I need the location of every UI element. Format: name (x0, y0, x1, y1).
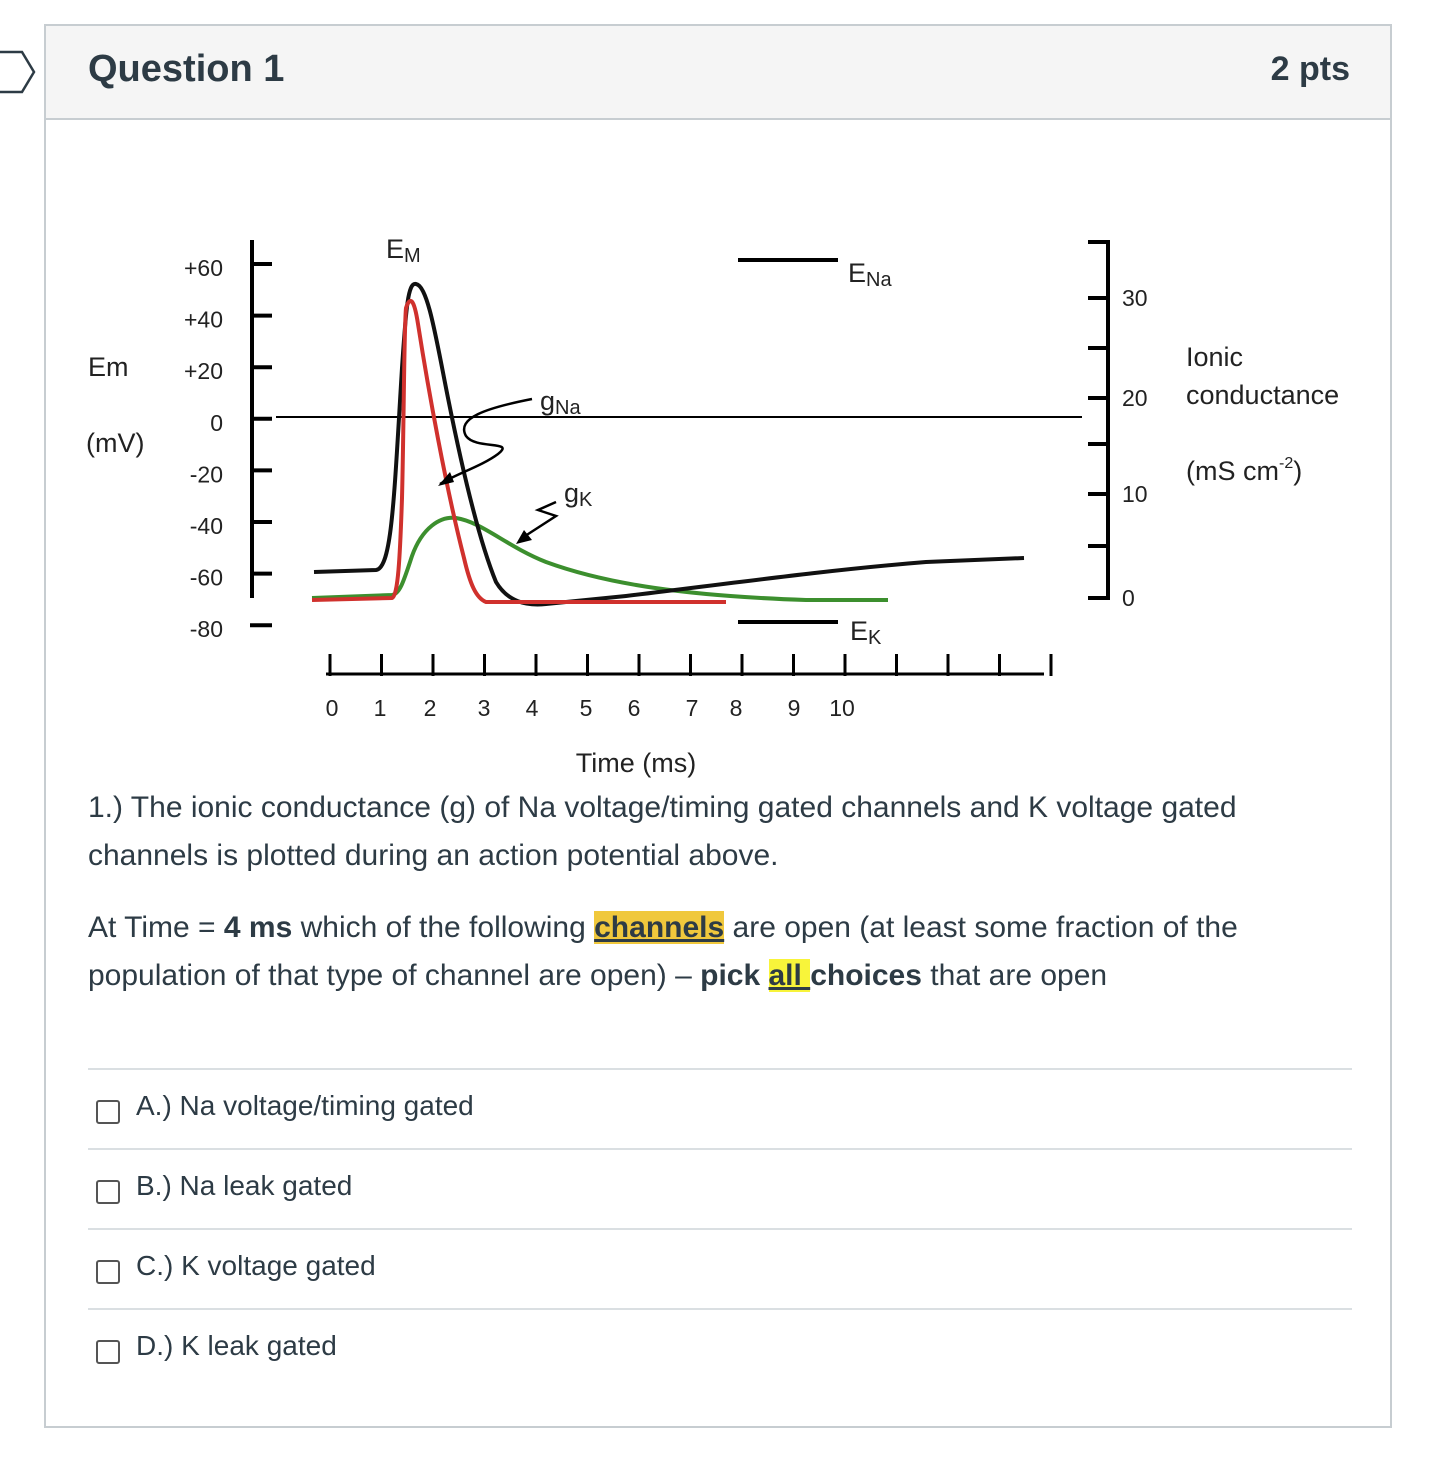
answer-label[interactable]: B.) Na leak gated (136, 1170, 353, 1201)
ena-annotation: ENa (848, 258, 892, 291)
answer-list (88, 1068, 1352, 1388)
right-axis-label-2: conductance (1186, 380, 1340, 410)
left-axis-tick-label: 0 (210, 409, 223, 436)
right-axis-tick-label: 30 (1122, 285, 1148, 311)
answer-option-c[interactable] (88, 1228, 1352, 1308)
x-axis-tick-label: 10 (829, 695, 855, 721)
question-points: 2 pts (1270, 50, 1350, 88)
checkbox[interactable] (96, 1100, 120, 1124)
right-axis-tick-label: 0 (1122, 585, 1135, 611)
left-axis-label-unit: (mV) (86, 428, 145, 458)
answer-label[interactable]: A.) Na voltage/timing gated (136, 1090, 474, 1121)
left-axis-tick-label: -80 (189, 616, 223, 643)
ek-annotation: EK (850, 616, 882, 649)
highlight-all: all (768, 959, 811, 992)
em-annotation: EM (386, 234, 421, 267)
left-axis-tick-label: +40 (183, 306, 223, 333)
action-potential-figure (46, 118, 1390, 818)
left-axis-tick-label: +20 (183, 358, 223, 385)
x-axis-label: Time (ms) (575, 748, 697, 778)
gna-annotation: gNa (540, 386, 581, 419)
checkbox[interactable] (96, 1180, 120, 1204)
x-axis-tick-label: 5 (579, 695, 593, 721)
right-axis-tick-label: 10 (1122, 481, 1148, 507)
checkbox[interactable] (96, 1340, 120, 1364)
highlight-channels: channels (594, 911, 725, 944)
sodium-conductance-curve (312, 301, 726, 602)
checkbox[interactable] (96, 1260, 120, 1284)
answer-option-d[interactable] (88, 1308, 1352, 1388)
answer-label[interactable]: D.) K leak gated (136, 1330, 337, 1361)
right-axis-label-3: (mS $cm^{-2}$) (1186, 455, 1303, 486)
answer-option-b[interactable] (88, 1148, 1352, 1228)
x-axis-tick-label: 2 (423, 695, 437, 721)
gk-annotation: gK (564, 478, 593, 511)
question-text (88, 784, 1328, 1024)
gk-pointer-arrow (522, 502, 556, 538)
left-axis-label-em: Em (88, 352, 129, 382)
x-axis-tick-label: 7 (685, 695, 699, 721)
x-axis-tick-label: 4 (525, 695, 539, 721)
question-paragraph-2: At Time = 4 ms which of the following channels are open (at least some fraction of the population of that type of channel are open) – pick all choices that are open (88, 911, 1238, 992)
collapse-arrow-icon[interactable] (0, 50, 36, 94)
answer-option-a[interactable] (88, 1068, 1352, 1148)
right-axis-tick-label: 20 (1122, 385, 1148, 411)
answer-label[interactable]: C.) K voltage gated (136, 1250, 376, 1281)
x-axis-tick-label: 1 (373, 695, 387, 721)
x-axis-tick-label: 9 (787, 695, 801, 721)
x-axis-tick-label: 8 (729, 695, 743, 721)
left-axis-tick-label: +60 (183, 255, 223, 281)
left-axis-tick-label: -40 (189, 513, 223, 539)
question-paragraph-1: 1.) The ionic conductance (g) of Na voltage/timing gated channels and K voltage gated channels is plotted during an action potential above. (88, 791, 1237, 872)
right-axis-label-1: Ionic (1186, 342, 1244, 372)
x-axis-tick-label: 0 (325, 695, 339, 721)
question-header (46, 26, 1390, 120)
x-axis-tick-label: 3 (477, 695, 491, 721)
question-title: Question 1 (88, 48, 285, 90)
left-axis-tick-label: -20 (189, 461, 223, 488)
left-axis-tick-label: -60 (189, 564, 223, 591)
gna-pointer-arrow (440, 399, 532, 484)
question-card (44, 24, 1392, 1428)
x-axis-tick-label: 6 (627, 695, 641, 721)
